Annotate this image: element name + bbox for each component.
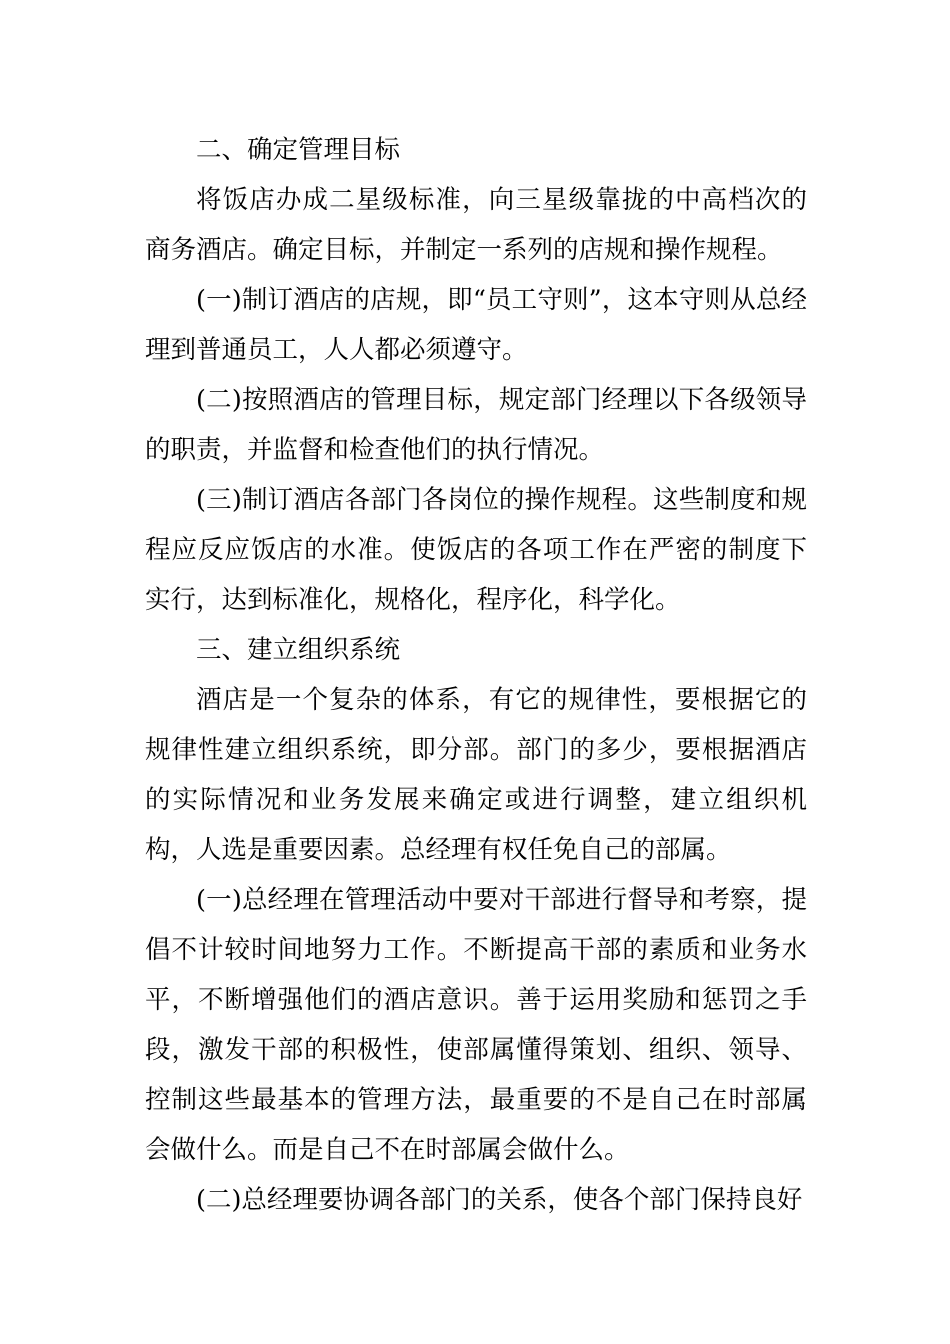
document-body bbox=[145, 125, 807, 1225]
paragraph: (一)总经理在管理活动中要对干部进行督导和考察，提倡不计较时间地努力工作。不断提高干部的素质和业务水平，不断增强他们的酒店意识。善于运用奖励和惩罚之手段，激发干部的积极性，使部属懂得策划、组织、领导、控制这些最基本的管理方法，最重要的不是自己在时部属会做什么。而是自己不在时部属会做什么。 bbox=[145, 885, 807, 1165]
paragraph: (二)总经理要协调各部门的关系，使各个部门保持良好 bbox=[196, 1185, 803, 1215]
paragraph: (二)按照酒店的管理目标，规定部门经理以下各级领导的职责，并监督和检查他们的执行情况。 bbox=[145, 385, 807, 465]
paragraph: 酒店是一个复杂的体系，有它的规律性，要根据它的规律性建立组织系统，即分部。部门的多少，要根据酒店的实际情况和业务发展来确定或进行调整，建立组织机构，人选是重要因素。总经理有权任免自己的部属。 bbox=[145, 685, 807, 865]
paragraph: (一)制订酒店的店规，即“员工守则”，这本守则从总经理到普通员工，人人都必须遵守。 bbox=[145, 285, 807, 365]
section-heading: 三、建立组织系统 bbox=[196, 635, 401, 665]
section-heading: 二、确定管理目标 bbox=[196, 135, 401, 165]
paragraph: (三)制订酒店各部门各岗位的操作规程。这些制度和规程应反应饭店的水准。使饭店的各项工作在严密的制度下实行，达到标准化，规格化，程序化，科学化。 bbox=[145, 485, 807, 615]
paragraph: 将饭店办成二星级标准，向三星级靠拢的中高档次的商务酒店。确定目标，并制定一系列的店规和操作规程。 bbox=[145, 185, 807, 265]
